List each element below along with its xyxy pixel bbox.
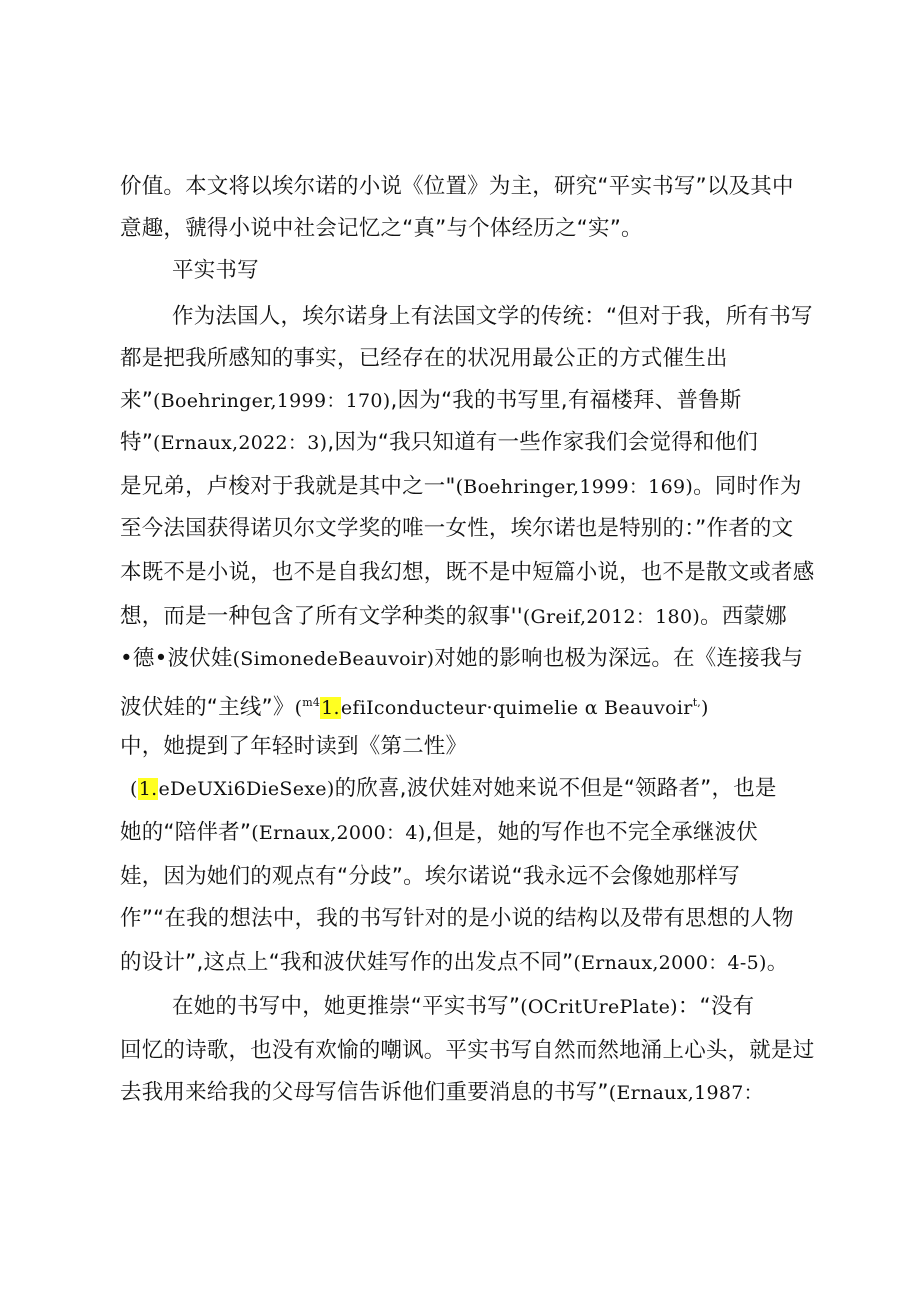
- text-line: [120, 600, 787, 634]
- text-segment: 都是把我所感知的事实，已经存在的状况用最公正的方式催生出: [120, 346, 728, 371]
- text-segment: 她的“陪伴者”: [120, 820, 252, 845]
- text-segment: 的设计”,这点上“我和波伏娃写作的出发点不同”: [120, 950, 574, 975]
- text-segment: 去我用来给我的父母写信告诉他们重要消息的书写”: [120, 1080, 609, 1105]
- text-line: [172, 300, 813, 334]
- text-segment: 平实书写: [172, 258, 259, 283]
- citation-text: efiIconducteur·quimelie α Beauvoir: [340, 697, 693, 719]
- text-line: [120, 212, 643, 246]
- text-line: [120, 946, 788, 980]
- text-line: [120, 902, 794, 936]
- text-segment: 的欣喜,波伏娃对她来说不但是“领路者”，也是: [334, 776, 777, 801]
- text-segment: 。同时作为: [693, 474, 802, 499]
- text-segment: 作”“在我的想法中，我的书写针对的是小说的结构以及带有思想的人物: [120, 906, 794, 931]
- text-line: [120, 686, 709, 720]
- text-segment: •德•波伏娃: [120, 646, 233, 671]
- text-segment: 在她的书写中，她更推崇“平实书写”: [172, 994, 521, 1019]
- citation-text: (: [294, 697, 303, 719]
- text-segment: 想，而是一种包含了所有文学种类的叙事'': [120, 604, 523, 629]
- text-line: [120, 384, 741, 418]
- text-segment: 回忆的诗歌，也没有欢愉的嘲讽。平实书写自然而然地涌上心头，就是过: [120, 1038, 815, 1063]
- text-segment: t,: [692, 696, 702, 709]
- citation-text: (Greif,2012：180): [522, 606, 701, 628]
- text-line: [172, 254, 259, 288]
- text-segment: ,但是，她的写作也不完全承继波伏: [425, 820, 759, 845]
- text-segment: 至今法国获得诺贝尔文学奖的唯一女性，埃尔诺也是特别的：”作者的文: [120, 516, 794, 541]
- text-segment: 对她的影响也极为深远。在《连接我与: [434, 646, 804, 671]
- text-line: [120, 816, 758, 850]
- text-line: [120, 556, 814, 590]
- citation-text: (Ernaux,2022：3): [153, 432, 328, 454]
- text-segment: 本既不是小说，也不是自我幻想，既不是中短篇小说，也不是散文或者感: [120, 560, 815, 585]
- text-segment: 。: [766, 950, 789, 975]
- text-segment: 作为法国人，埃尔诺身上有法国文学的传统：“但对于我，所有书写: [172, 304, 813, 329]
- text-segment: 中，她提到了年轻时读到《第二性》: [120, 734, 468, 759]
- text-segment: 娃，因为她们的观点有“分歧”。埃尔诺说“我永远不会像她那样写: [120, 864, 740, 889]
- citation-text: (: [130, 778, 138, 800]
- citation-text: (Ernaux,2000：4-5): [573, 952, 767, 974]
- text-line: [120, 642, 803, 676]
- text-segment: ,因为“我的书写里,有福楼拜、普鲁斯: [390, 388, 742, 413]
- text-segment: 是兄弟，卢梭对于我就是其中之一": [120, 474, 456, 499]
- text-line: [120, 730, 467, 764]
- text-line: [172, 990, 754, 1024]
- text-line: [120, 470, 802, 504]
- text-segment: 特”: [120, 430, 154, 455]
- text-segment: m4: [302, 696, 321, 709]
- citation-text: eDeUXi6DieSexe): [158, 778, 335, 800]
- highlighted-text: 1.: [321, 697, 340, 719]
- text-segment: 。西蒙娜: [700, 604, 787, 629]
- citation-text: (OCritUrePlate): [520, 996, 678, 1018]
- citation-text: (Boehringer,1999：169): [455, 476, 694, 498]
- text-line: [120, 426, 758, 460]
- citation-text: ): [701, 697, 709, 719]
- text-segment: 价值。本文将以埃尔诺的小说《位置》为主，研究“平实书写”以及其中: [120, 174, 794, 199]
- text-line: [120, 1034, 814, 1068]
- text-segment: 波伏娃的“主线”》: [120, 695, 295, 720]
- text-segment: ：“没有: [677, 994, 755, 1019]
- text-segment: ,因为“我只知道有一些作家我们会觉得和他们: [327, 430, 759, 455]
- citation-text: (Ernaux,2000：4): [251, 822, 426, 844]
- text-line: [120, 512, 793, 546]
- citation-text: (Ernaux,1987：: [608, 1082, 763, 1104]
- text-line: [120, 1076, 763, 1110]
- citation-text: (Boehringer,1999：170): [153, 390, 391, 412]
- citation-text: (SimonedeBeauvoir): [232, 648, 435, 670]
- text-segment: 来”: [120, 388, 154, 413]
- text-line: [120, 342, 728, 376]
- text-segment: 意趣，虢得小说中社会记忆之“真”与个体经历之“实”。: [120, 216, 643, 241]
- text-line: [120, 860, 740, 894]
- highlighted-text: 1.: [138, 778, 158, 800]
- text-line: [120, 170, 794, 204]
- text-line: [130, 772, 777, 806]
